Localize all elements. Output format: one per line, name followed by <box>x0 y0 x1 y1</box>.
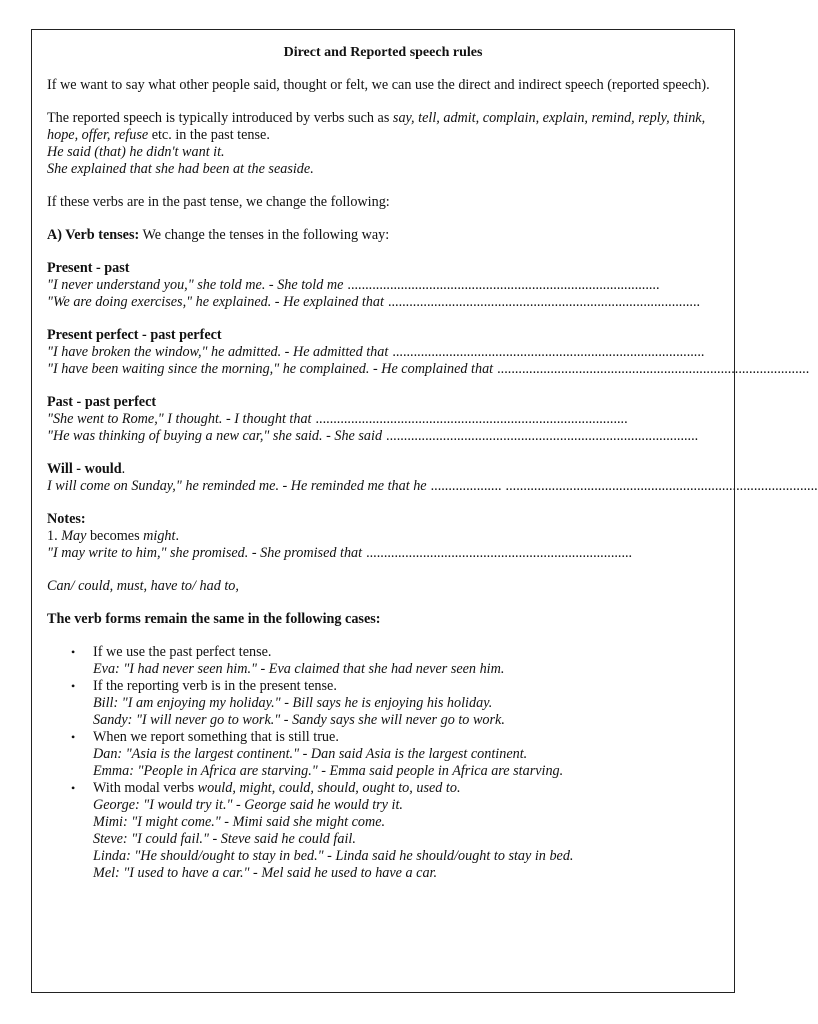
bullet-icon: • <box>71 730 76 744</box>
intro-paragraph: If we want to say what other people said, thought or felt, we can use the direct and indirect speech (reported speech). <box>47 77 710 93</box>
bullet-icon: • <box>71 645 76 659</box>
case-example: Emma: "People in Africa are starving." - Emma said people in Africa are starving. <box>93 763 564 779</box>
reporting-verbs-paragraph: The reported speech is typically introduced by verbs such as say, tell, admit, complain, explain, remind, reply, think, hope, offer, refuse etc. in the past tense. <box>47 110 706 143</box>
answer-blank[interactable]: ........................................................................................ <box>392 344 705 360</box>
answer-blank[interactable]: ........................................................................................ <box>505 478 818 494</box>
case-example: Mimi: "I might come." - Mimi said she might come. <box>93 814 386 830</box>
exercise-line: "I have been waiting since the morning," he complained. - He complained that ........................................................................................ <box>47 361 810 377</box>
case-example: Eva: "I had never seen him." - Eva claimed that she had never seen him. <box>93 661 505 677</box>
case-example: Linda: "He should/ought to stay in bed." - Linda said he should/ought to stay in bed. <box>93 848 574 864</box>
tense-heading: Will - would. <box>47 461 126 477</box>
example-line: He said (that) he didn't want it. <box>47 144 225 160</box>
list-item: • If we use the past perfect tense. Eva: "I had never seen him." - Eva claimed that she had never seen him. <box>47 644 719 678</box>
exercise-line: "I never understand you," she told me. - She told me ........................................................................................ <box>47 277 719 294</box>
answer-blank[interactable]: ........................................................................................ <box>386 428 699 444</box>
answer-blank[interactable]: .................... <box>430 478 502 494</box>
example-line: She explained that she had been at the seaside. <box>47 161 314 177</box>
exercise-line: "She went to Rome," I thought. - I thought that ........................................................................................ <box>47 411 719 428</box>
exercise-line: "I may write to him," she promised. - She promised that ........................................................................... <box>47 545 633 561</box>
case-example: Dan: "Asia is the largest continent." - Dan said Asia is the largest continent. <box>93 746 528 762</box>
answer-blank[interactable]: ........................................................................................ <box>347 277 660 293</box>
notes-heading: Notes: <box>47 511 86 527</box>
case-example: Sandy: "I will never go to work." - Sandy says she will never go to work. <box>93 712 505 728</box>
modals-line: Can/ could, must, have to/ had to, <box>47 578 239 594</box>
change-intro: If these verbs are in the past tense, we change the following: <box>47 194 390 210</box>
case-example: Mel: "I used to have a car." - Mel said he used to have a car. <box>93 865 438 881</box>
exercise-line: I will come on Sunday," he reminded me. - He reminded me that he .................... ........................................................................................ <box>47 478 818 494</box>
note-item: 1. May becomes might. <box>47 528 180 544</box>
exercise-line: "We are doing exercises," he explained. - He explained that ........................................................................................ <box>47 294 719 311</box>
answer-blank[interactable]: ........................................................................................ <box>387 294 701 310</box>
list-item: • When we report something that is still true. Dan: "Asia is the largest continent." - Dan said Asia is the largest continent. Emma: "People in Africa are starving." - Emma said people in Africa are starving. <box>47 729 719 780</box>
cases-list <box>47 644 719 882</box>
page-title: Direct and Reported speech rules <box>283 45 483 60</box>
list-item: • If the reporting verb is in the present tense. Bill: "I am enjoying my holiday." - Bill says he is enjoying his holiday. Sandy: "I will never go to work." - Sandy says she will never go to work. <box>47 678 719 729</box>
document-content <box>47 44 818 882</box>
answer-blank[interactable]: ........................................................................... <box>366 545 633 561</box>
answer-blank[interactable]: ........................................................................................ <box>315 411 628 427</box>
page-frame <box>31 29 818 993</box>
bullet-icon: • <box>71 781 76 795</box>
section-a-heading: A) Verb tenses: We change the tenses in the following way: <box>47 227 390 243</box>
case-example: George: "I would try it." - George said he would try it. <box>93 797 403 813</box>
tense-heading: Past - past perfect <box>47 394 157 410</box>
case-example: Steve: "I could fail." - Steve said he could fail. <box>93 831 356 847</box>
list-item: • With modal verbs would, might, could, should, ought to, used to. George: "I would try it." - George said he would try it. Mimi: "I might come." - Mimi said she might come. Steve: "I could fail." - Steve said he could fail. Linda: "He should/ought to stay in bed." - Linda said he should/ought to stay in bed. Mel: "I used to have a car." - Mel said he used to have a car. <box>47 780 719 882</box>
tense-heading: Present perfect - past perfect <box>47 327 222 343</box>
case-example: Bill: "I am enjoying my holiday." - Bill says he is enjoying his holiday. <box>93 695 493 711</box>
same-forms-heading: The verb forms remain the same in the following cases: <box>47 611 381 627</box>
tense-heading: Present - past <box>47 260 130 276</box>
exercise-line: "He was thinking of buying a new car," she said. - She said ........................................................................................ <box>47 428 719 445</box>
answer-blank[interactable]: ........................................................................................ <box>497 361 810 377</box>
exercise-line: "I have broken the window," he admitted. - He admitted that ........................................................................................ <box>47 344 719 361</box>
bullet-icon: • <box>71 679 76 693</box>
